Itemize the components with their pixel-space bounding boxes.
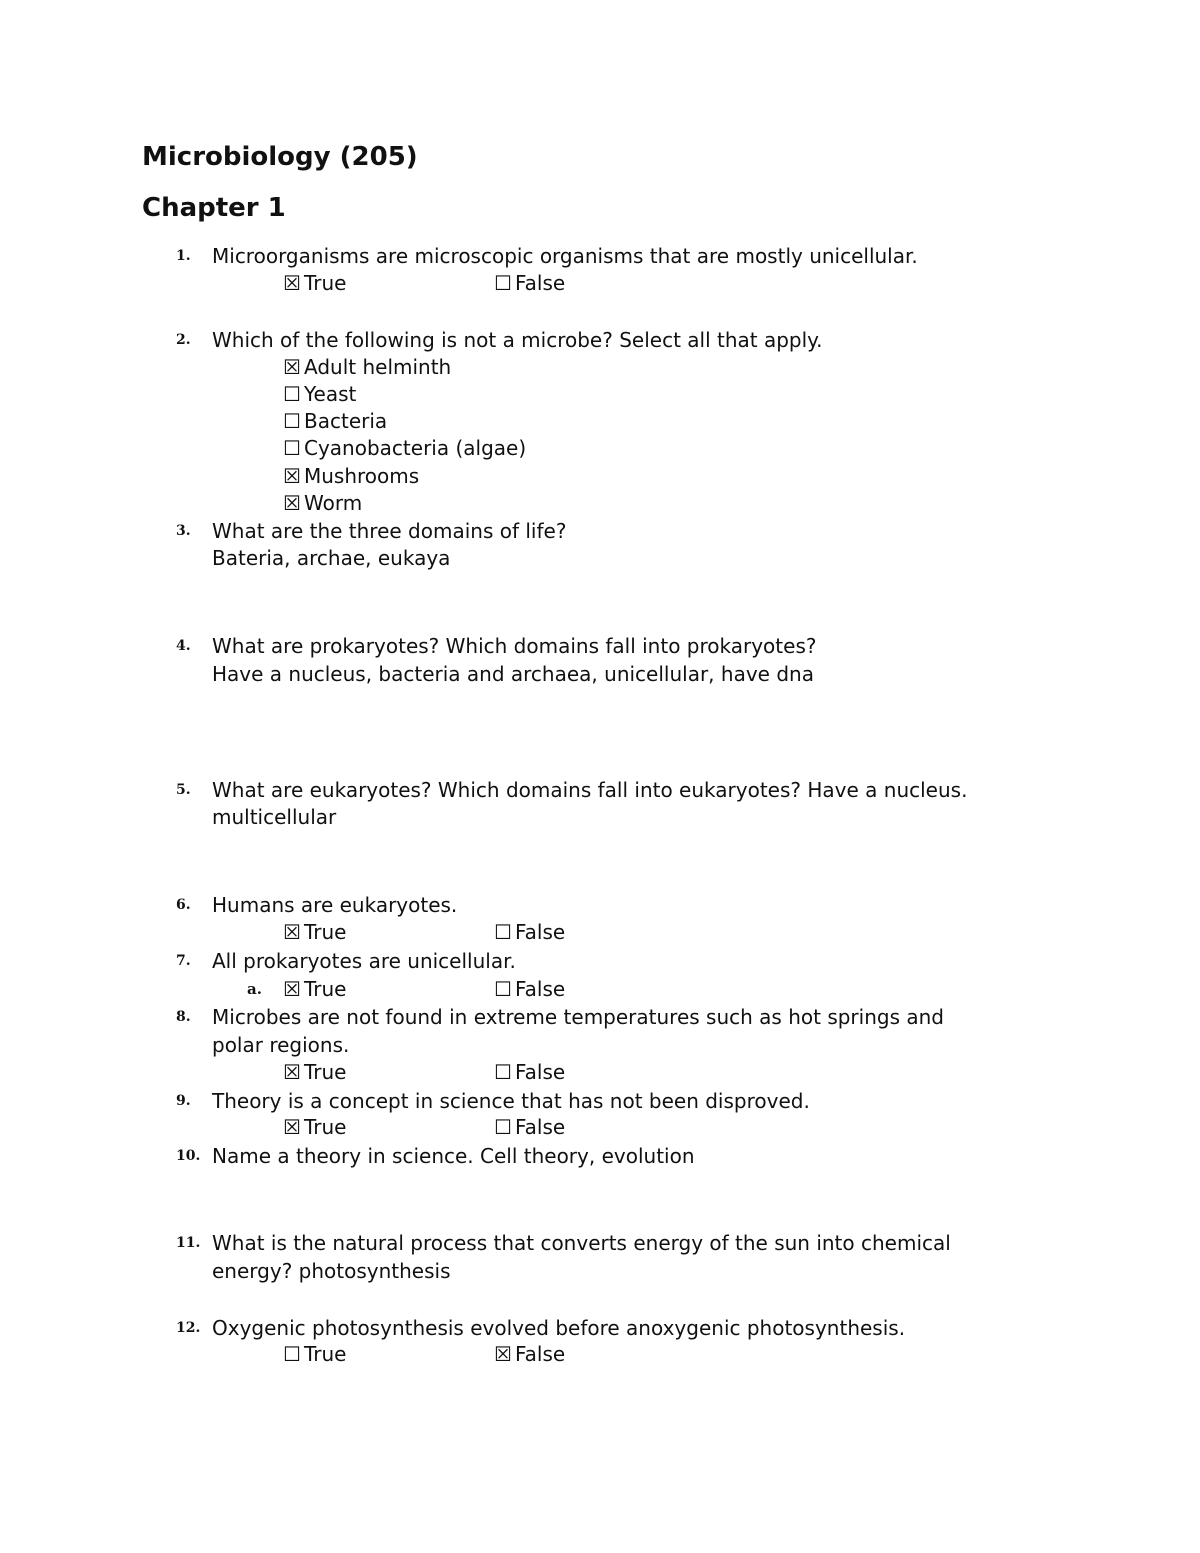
question-text: Name a theory in science. Cell theory, evolution <box>212 1144 695 1168</box>
option-worm[interactable]: ☒ Worm <box>283 491 363 515</box>
checked-box-icon[interactable]: ☒ <box>283 491 301 515</box>
unchecked-box-icon[interactable]: ☐ <box>494 920 512 944</box>
chapter-heading: Chapter 1 <box>142 193 286 223</box>
question-text: Microorganisms are microscopic organisms that are mostly unicellular. <box>212 244 918 268</box>
answer-text: energy? photosynthesis <box>212 1259 451 1283</box>
option-false[interactable]: ☐ False <box>494 920 566 944</box>
question-number: 6. <box>176 897 191 913</box>
checked-box-icon[interactable]: ☒ <box>283 977 301 1001</box>
option-true[interactable]: ☒ True <box>283 920 347 944</box>
answer-text: Have a nucleus, bacteria and archaea, unicellular, have dna <box>212 662 814 686</box>
question-number: 4. <box>176 638 191 654</box>
question-text: What are the three domains of life? <box>212 519 567 543</box>
question-number: 9. <box>176 1093 191 1109</box>
question-number: 3. <box>176 523 191 539</box>
question-number: 1. <box>176 248 191 264</box>
checked-box-icon[interactable]: ☒ <box>283 355 301 379</box>
sub-item-marker: a. <box>247 980 262 998</box>
option-true[interactable]: ☒ True <box>283 271 347 295</box>
checked-box-icon[interactable]: ☒ <box>283 464 301 488</box>
option-true[interactable]: ☐ True <box>283 1342 347 1366</box>
option-yeast[interactable]: ☐ Yeast <box>283 382 357 406</box>
option-false[interactable]: ☐ False <box>494 1060 566 1084</box>
question-text-continued: polar regions. <box>212 1033 350 1057</box>
option-false[interactable]: ☒ False <box>494 1342 566 1366</box>
question-number: 11. <box>176 1235 201 1251</box>
question-number: 10. <box>176 1148 201 1164</box>
unchecked-box-icon[interactable]: ☐ <box>283 1342 301 1366</box>
option-true[interactable]: ☒ True <box>283 1115 347 1139</box>
answer-text: multicellular <box>212 805 337 829</box>
checked-box-icon[interactable]: ☒ <box>283 271 301 295</box>
unchecked-box-icon[interactable]: ☐ <box>283 436 301 460</box>
unchecked-box-icon[interactable]: ☐ <box>494 1060 512 1084</box>
question-text: All prokaryotes are unicellular. <box>212 949 516 973</box>
option-false[interactable]: ☐ False <box>494 271 566 295</box>
option-false[interactable]: ☐ False <box>494 977 566 1001</box>
option-false[interactable]: ☐ False <box>494 1115 566 1139</box>
question-number: 2. <box>176 332 191 348</box>
question-number: 7. <box>176 953 191 969</box>
unchecked-box-icon[interactable]: ☐ <box>494 271 512 295</box>
document-title: Microbiology (205) <box>142 142 418 172</box>
option-mushrooms[interactable]: ☒ Mushrooms <box>283 464 420 488</box>
question-number: 8. <box>176 1009 191 1025</box>
question-text: What are eukaryotes? Which domains fall into eukaryotes? Have a nucleus. <box>212 778 968 802</box>
option-true[interactable]: ☒ True <box>283 1060 347 1084</box>
question-text: Microbes are not found in extreme temperatures such as hot springs and <box>212 1005 944 1029</box>
checked-box-icon[interactable]: ☒ <box>283 1115 301 1139</box>
unchecked-box-icon[interactable]: ☐ <box>283 382 301 406</box>
option-adult-helminth[interactable]: ☒ Adult helminth <box>283 355 452 379</box>
option-bacteria[interactable]: ☐ Bacteria <box>283 409 388 433</box>
option-cyanobacteria[interactable]: ☐ Cyanobacteria (algae) <box>283 436 527 460</box>
checked-box-icon[interactable]: ☒ <box>283 920 301 944</box>
question-text: Oxygenic photosynthesis evolved before anoxygenic photosynthesis. <box>212 1316 906 1340</box>
unchecked-box-icon[interactable]: ☐ <box>283 409 301 433</box>
question-text: What is the natural process that converts energy of the sun into chemical <box>212 1231 951 1255</box>
question-number: 5. <box>176 782 191 798</box>
option-true[interactable]: ☒ True <box>283 977 347 1001</box>
question-text: Theory is a concept in science that has not been disproved. <box>212 1089 810 1113</box>
checked-box-icon[interactable]: ☒ <box>494 1342 512 1366</box>
question-text: What are prokaryotes? Which domains fall into prokaryotes? <box>212 634 817 658</box>
checked-box-icon[interactable]: ☒ <box>283 1060 301 1084</box>
unchecked-box-icon[interactable]: ☐ <box>494 1115 512 1139</box>
question-text: Humans are eukaryotes. <box>212 893 458 917</box>
unchecked-box-icon[interactable]: ☐ <box>494 977 512 1001</box>
question-text: Which of the following is not a microbe? Select all that apply. <box>212 328 823 352</box>
question-number: 12. <box>176 1320 201 1336</box>
answer-text: Bateria, archae, eukaya <box>212 546 451 570</box>
